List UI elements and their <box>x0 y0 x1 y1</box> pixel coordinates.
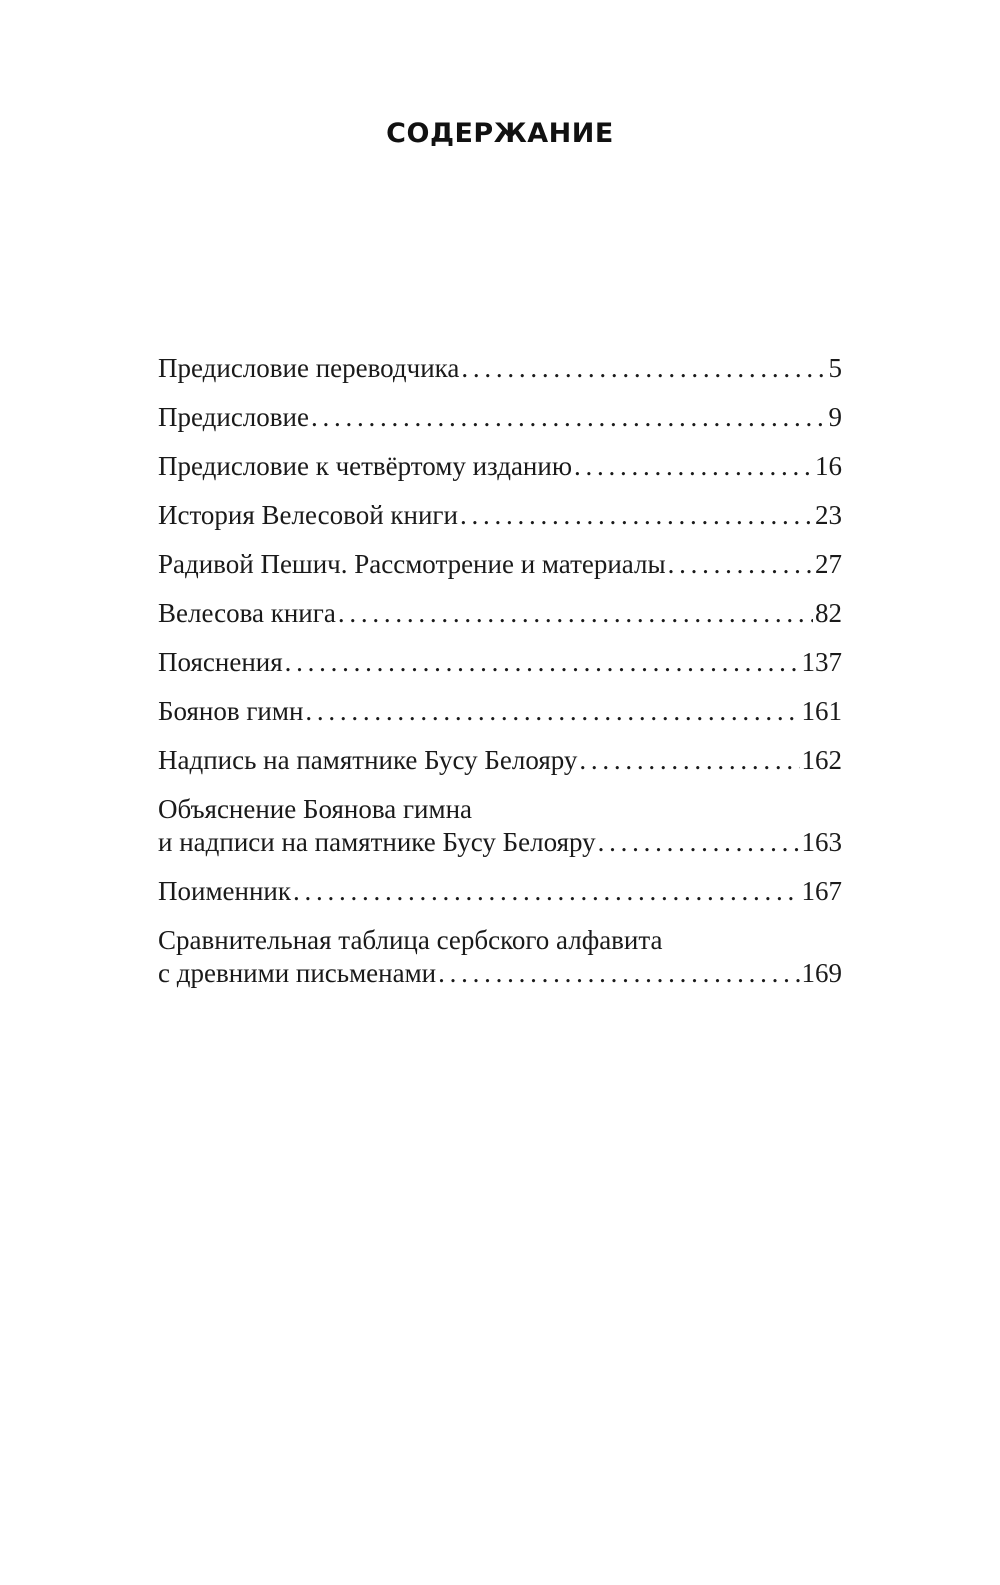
toc-entry-title: Сравнительная таблица сербского алфавита <box>158 925 663 955</box>
toc-page-number: 5 <box>828 353 842 383</box>
toc-line <box>158 957 842 990</box>
toc-entry-title: и надписи на памятнике Бусу Белояру <box>158 827 596 857</box>
toc-entry <box>158 924 842 990</box>
toc-entry-title: Боянов гимн <box>158 696 304 726</box>
toc-entry <box>158 597 842 630</box>
toc-entry <box>158 352 842 385</box>
toc-line <box>158 875 842 908</box>
dot-leader <box>579 744 799 777</box>
toc-line <box>158 597 842 630</box>
toc-entry-title: с древними письменами <box>158 958 437 988</box>
toc-entry <box>158 548 842 581</box>
toc-entry-title: Предисловие к четвёртому изданию <box>158 451 572 481</box>
toc-page-number: 16 <box>815 451 842 481</box>
dot-leader <box>311 401 827 434</box>
toc-entry <box>158 401 842 434</box>
dot-leader <box>668 548 813 581</box>
dot-leader <box>598 826 800 859</box>
toc-entry <box>158 499 842 532</box>
dot-leader <box>293 875 800 908</box>
toc-entry-title: Пояснения <box>158 647 283 677</box>
toc-page-number: 137 <box>801 647 842 677</box>
dot-leader <box>305 695 799 728</box>
toc-line <box>158 695 842 728</box>
toc-entry <box>158 793 842 859</box>
toc-entry-title: Предисловие переводчика <box>158 353 460 383</box>
toc-line <box>158 499 842 532</box>
toc-entry-title: Радивой Пешич. Рассмотрение и материалы <box>158 549 666 579</box>
toc-entry <box>158 875 842 908</box>
toc-page-number: 162 <box>801 745 842 775</box>
toc-line <box>158 924 842 957</box>
toc-entry <box>158 450 842 483</box>
toc-line <box>158 646 842 679</box>
toc-line <box>158 744 842 777</box>
toc-entry-title: Поименник <box>158 876 291 906</box>
dot-leader <box>574 450 813 483</box>
page-title: СОДЕРЖАНИЕ <box>386 118 614 149</box>
dot-leader <box>285 646 800 679</box>
toc-line <box>158 826 842 859</box>
toc-page-number: 82 <box>815 598 842 628</box>
toc-line <box>158 352 842 385</box>
toc-entry-title: История Велесовой книги <box>158 500 458 530</box>
table-of-contents <box>158 352 842 1006</box>
toc-line <box>158 548 842 581</box>
toc-entry-title: Предисловие <box>158 402 309 432</box>
dot-leader <box>338 597 813 630</box>
dot-leader <box>460 499 813 532</box>
toc-page-number: 9 <box>828 402 842 432</box>
dot-leader <box>461 352 826 385</box>
toc-entry <box>158 695 842 728</box>
toc-entry <box>158 646 842 679</box>
toc-page-number: 167 <box>801 876 842 906</box>
toc-entry-title: Надпись на памятнике Бусу Белояру <box>158 745 578 775</box>
toc-page-number: 27 <box>815 549 842 579</box>
toc-line <box>158 401 842 434</box>
toc-line <box>158 450 842 483</box>
toc-page-number: 169 <box>801 958 842 988</box>
toc-line <box>158 793 842 826</box>
toc-page-number: 161 <box>801 696 842 726</box>
toc-page-number: 163 <box>801 827 842 857</box>
toc-entry-title: Объяснение Боянова гимна <box>158 794 473 824</box>
toc-entry <box>158 744 842 777</box>
dot-leader <box>438 957 799 990</box>
toc-page-number: 23 <box>815 500 842 530</box>
toc-entry-title: Велесова книга <box>158 598 336 628</box>
